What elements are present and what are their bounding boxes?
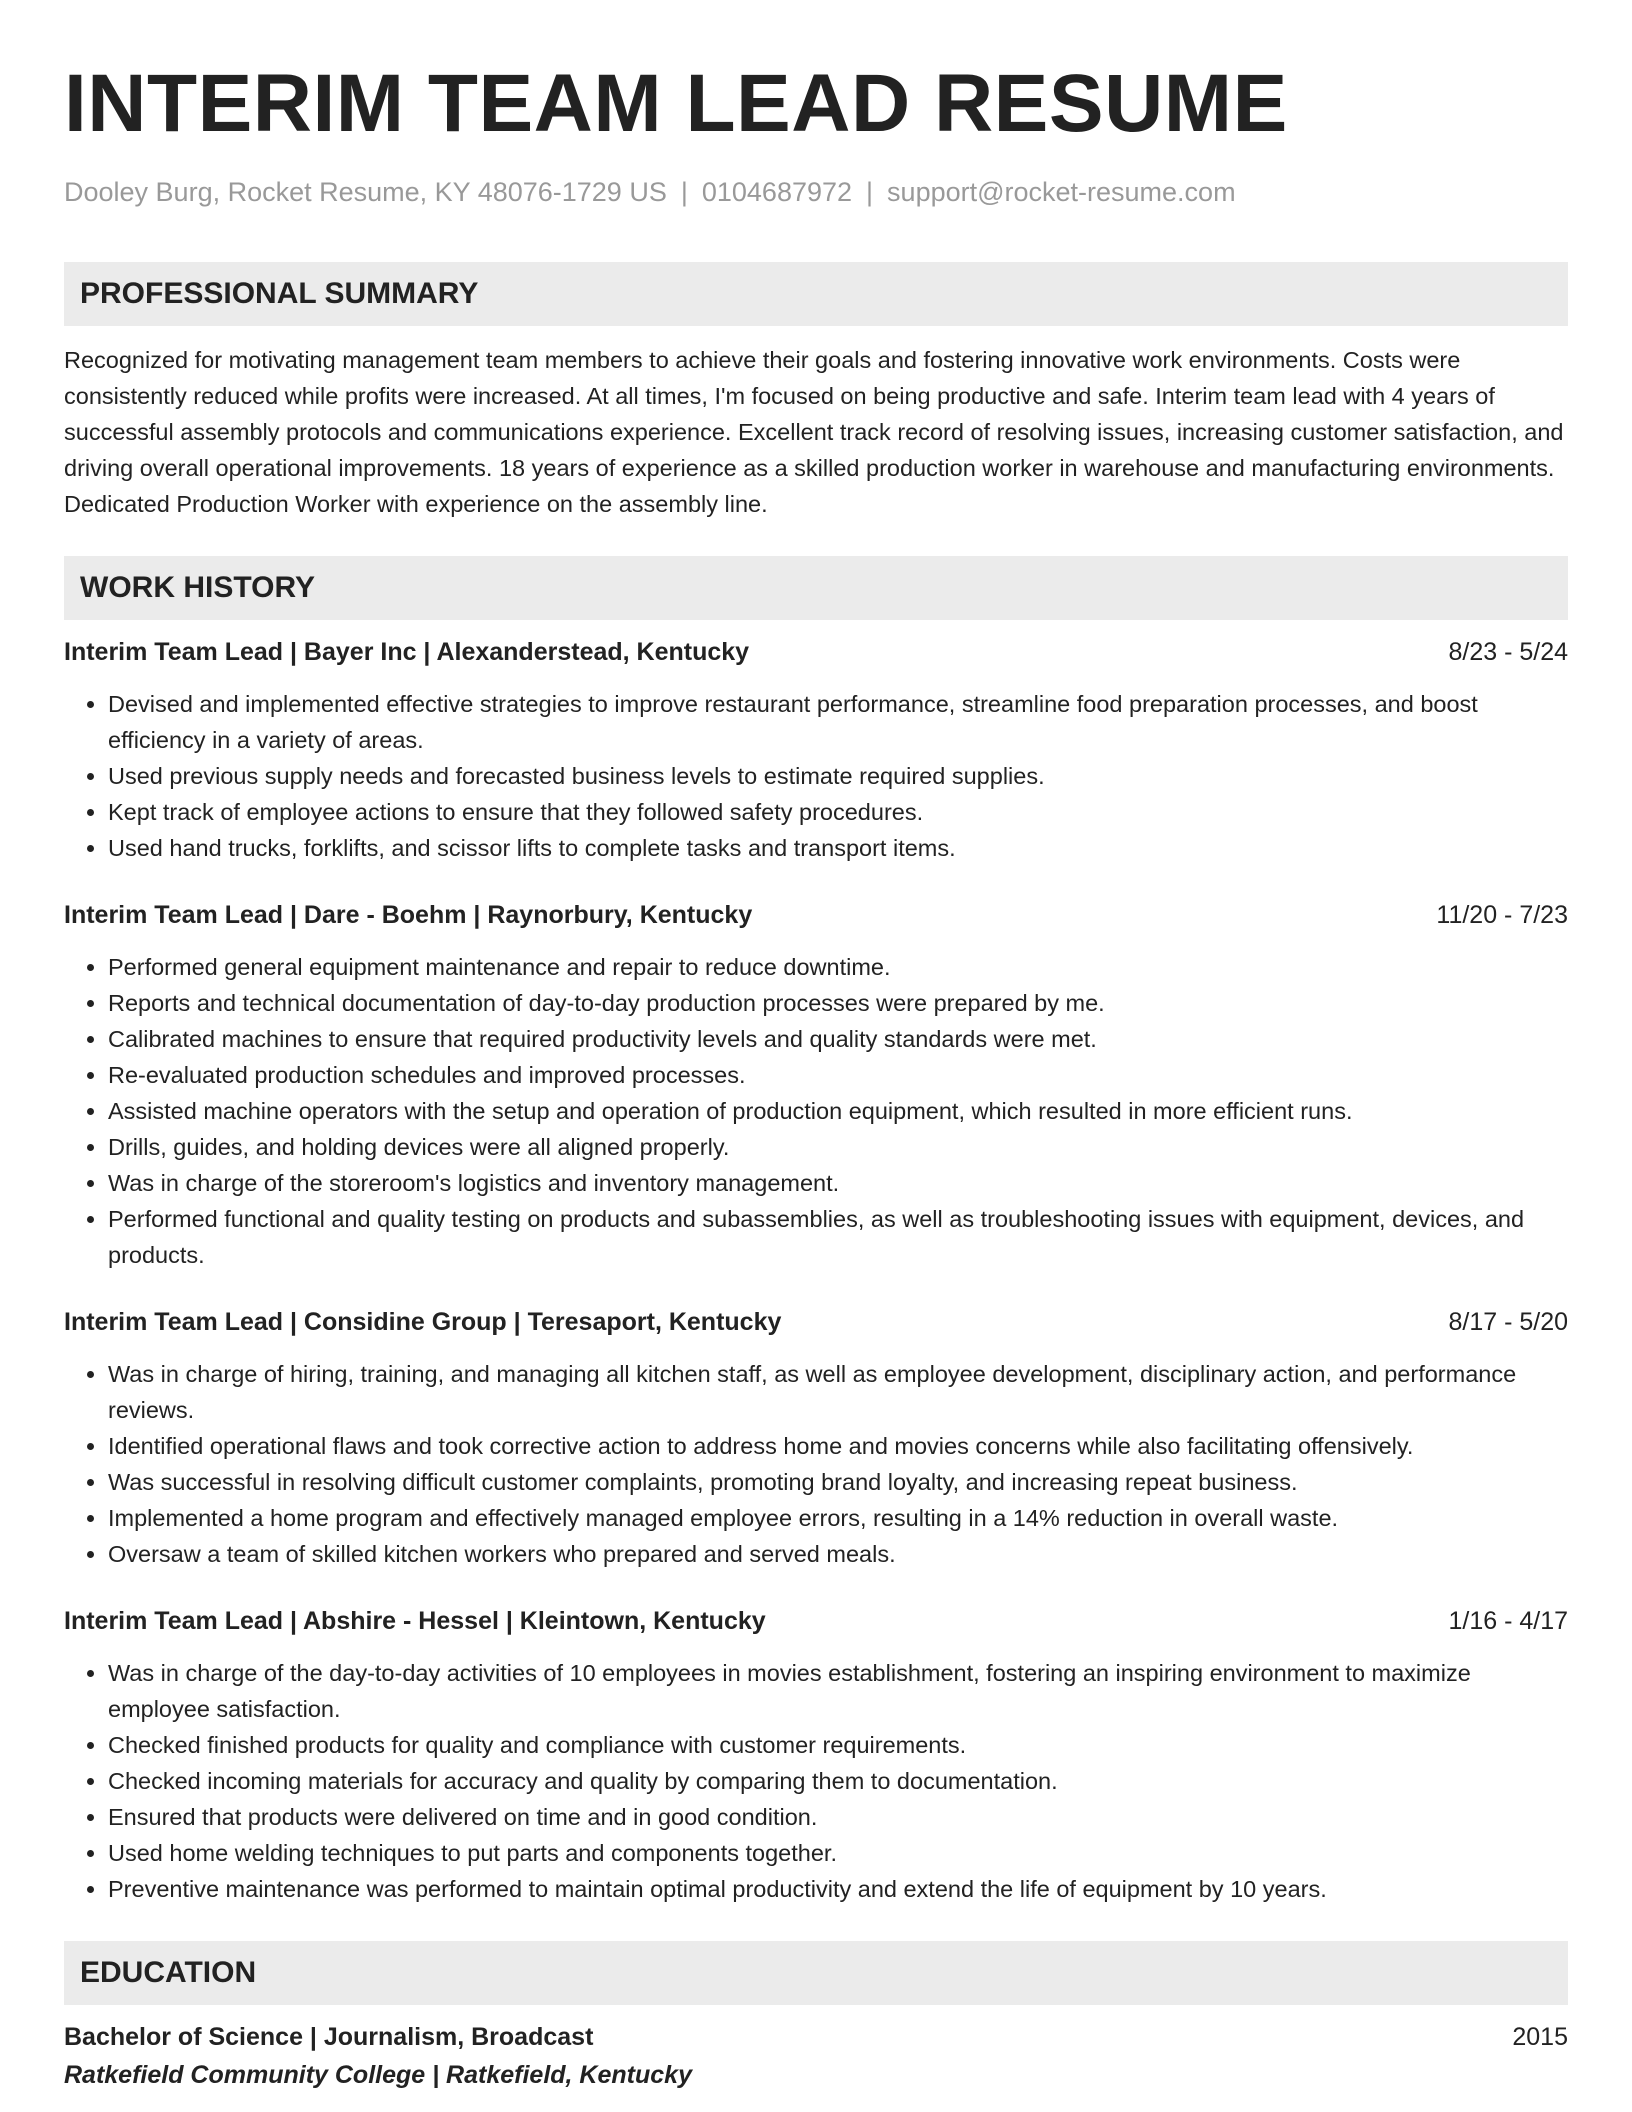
job-bullet: • Ensured that products were delivered on time and in good condition. <box>108 1799 1568 1835</box>
job-bullet: • Performed functional and quality testing on products and subassemblies, as well as troubleshooting issues with equipment, devices, and products. <box>108 1201 1568 1273</box>
contact-phone: 0104687972 <box>701 177 853 207</box>
contact-line <box>64 174 1568 210</box>
job-bullet: • Was in charge of hiring, training, and managing all kitchen staff, as well as employee development, disciplinary action, and performance reviews. <box>108 1356 1568 1428</box>
job-dates: 11/20 - 7/23 <box>1436 901 1568 929</box>
contact-separator: | <box>866 177 874 207</box>
job-header <box>64 1304 1568 1340</box>
education-year: 2015 <box>1512 2023 1568 2051</box>
job-entry <box>64 897 1568 1273</box>
education-degree: Bachelor of Science | Journalism, Broadcast <box>64 2023 594 2051</box>
job-bullet: • Kept track of employee actions to ensure that they followed safety procedures. <box>108 794 1568 830</box>
job-bullet: • Used hand trucks, forklifts, and scissor lifts to complete tasks and transport items. <box>108 830 1568 866</box>
job-title: Interim Team Lead | Abshire - Hessel | Kleintown, Kentucky <box>64 1607 766 1635</box>
section-header-education: EDUCATION <box>64 1941 1568 2005</box>
job-dates: 1/16 - 4/17 <box>1448 1607 1568 1635</box>
job-bullet: • Preventive maintenance was performed to maintain optimal productivity and extend the life of equipment by 10 years. <box>108 1871 1568 1907</box>
job-title: Interim Team Lead | Dare - Boehm | Raynorbury, Kentucky <box>64 901 753 929</box>
job-bullet: • Used previous supply needs and forecasted business levels to estimate required supplies. <box>108 758 1568 794</box>
job-bullet: • Oversaw a team of skilled kitchen workers who prepared and served meals. <box>108 1536 1568 1572</box>
job-bullet: • Was in charge of the day-to-day activities of 10 employees in movies establishment, fostering an inspiring environment to maximize employee satisfaction. <box>108 1655 1568 1727</box>
job-bullet: • Reports and technical documentation of day-to-day production processes were prepared by me. <box>108 985 1568 1021</box>
section-header-summary: PROFESSIONAL SUMMARY <box>64 262 1568 326</box>
job-bullet: • Used home welding techniques to put parts and components together. <box>108 1835 1568 1871</box>
job-header <box>64 634 1568 670</box>
job-bullets <box>64 686 1568 866</box>
job-entry <box>64 1603 1568 1907</box>
job-bullet: • Was successful in resolving difficult customer complaints, promoting brand loyalty, and increasing repeat business. <box>108 1464 1568 1500</box>
section-header-work-history: WORK HISTORY <box>64 556 1568 620</box>
job-bullet: • Was in charge of the storeroom's logistics and inventory management. <box>108 1165 1568 1201</box>
job-bullets <box>64 949 1568 1273</box>
contact-address: Dooley Burg, Rocket Resume, KY 48076-1729 US <box>64 177 667 207</box>
education-school: Ratkefield Community College | Ratkefield, Kentucky <box>64 2061 692 2089</box>
job-title: Interim Team Lead | Considine Group | Teresaport, Kentucky <box>64 1308 782 1336</box>
summary-text: Recognized for motivating management team members to achieve their goals and fostering innovative work environments. Costs were consistently reduced while profits were increased. At all times, I'm focused on being productive and safe. Interim team lead with 4 years of successful assembly protocols and communications experience. Excellent track record of resolving issues, increasing customer satisfaction, and driving overall operational improvements. 18 years of experience as a skilled production worker in warehouse and manufacturing environments. Dedicated Production Worker with experience on the assembly line. <box>64 347 1564 517</box>
job-entry <box>64 1304 1568 1572</box>
job-bullet: • Re-evaluated production schedules and improved processes. <box>108 1057 1568 1093</box>
job-bullet: • Performed general equipment maintenance and repair to reduce downtime. <box>108 949 1568 985</box>
job-bullets <box>64 1655 1568 1907</box>
job-dates: 8/23 - 5/24 <box>1448 638 1568 666</box>
job-bullets <box>64 1356 1568 1572</box>
job-title: Interim Team Lead | Bayer Inc | Alexanderstead, Kentucky <box>64 638 750 666</box>
job-bullet: • Implemented a home program and effectively managed employee errors, resulting in a 14% reduction in overall waste. <box>108 1500 1568 1536</box>
contact-separator: | <box>680 177 688 207</box>
education-entry <box>64 2019 1568 2093</box>
job-bullet: • Checked finished products for quality and compliance with customer requirements. <box>108 1727 1568 1763</box>
job-bullet: • Assisted machine operators with the setup and operation of production equipment, which resulted in more efficient runs. <box>108 1093 1568 1129</box>
job-bullet: • Calibrated machines to ensure that required productivity levels and quality standards were met. <box>108 1021 1568 1057</box>
job-bullet: • Identified operational flaws and took corrective action to address home and movies concerns while also facilitating offensively. <box>108 1428 1568 1464</box>
contact-email: support@rocket-resume.com <box>887 177 1236 207</box>
job-bullet: • Checked incoming materials for accuracy and quality by comparing them to documentation. <box>108 1763 1568 1799</box>
education-header <box>64 2019 1568 2055</box>
job-entry <box>64 634 1568 866</box>
page-title: INTERIM TEAM LEAD RESUME <box>64 58 1288 149</box>
job-bullet: • Drills, guides, and holding devices were all aligned properly. <box>108 1129 1568 1165</box>
job-bullet: • Devised and implemented effective strategies to improve restaurant performance, streamline food preparation processes, and boost efficiency in a variety of areas. <box>108 686 1568 758</box>
job-dates: 8/17 - 5/20 <box>1448 1308 1568 1336</box>
job-header <box>64 1603 1568 1639</box>
job-header <box>64 897 1568 933</box>
